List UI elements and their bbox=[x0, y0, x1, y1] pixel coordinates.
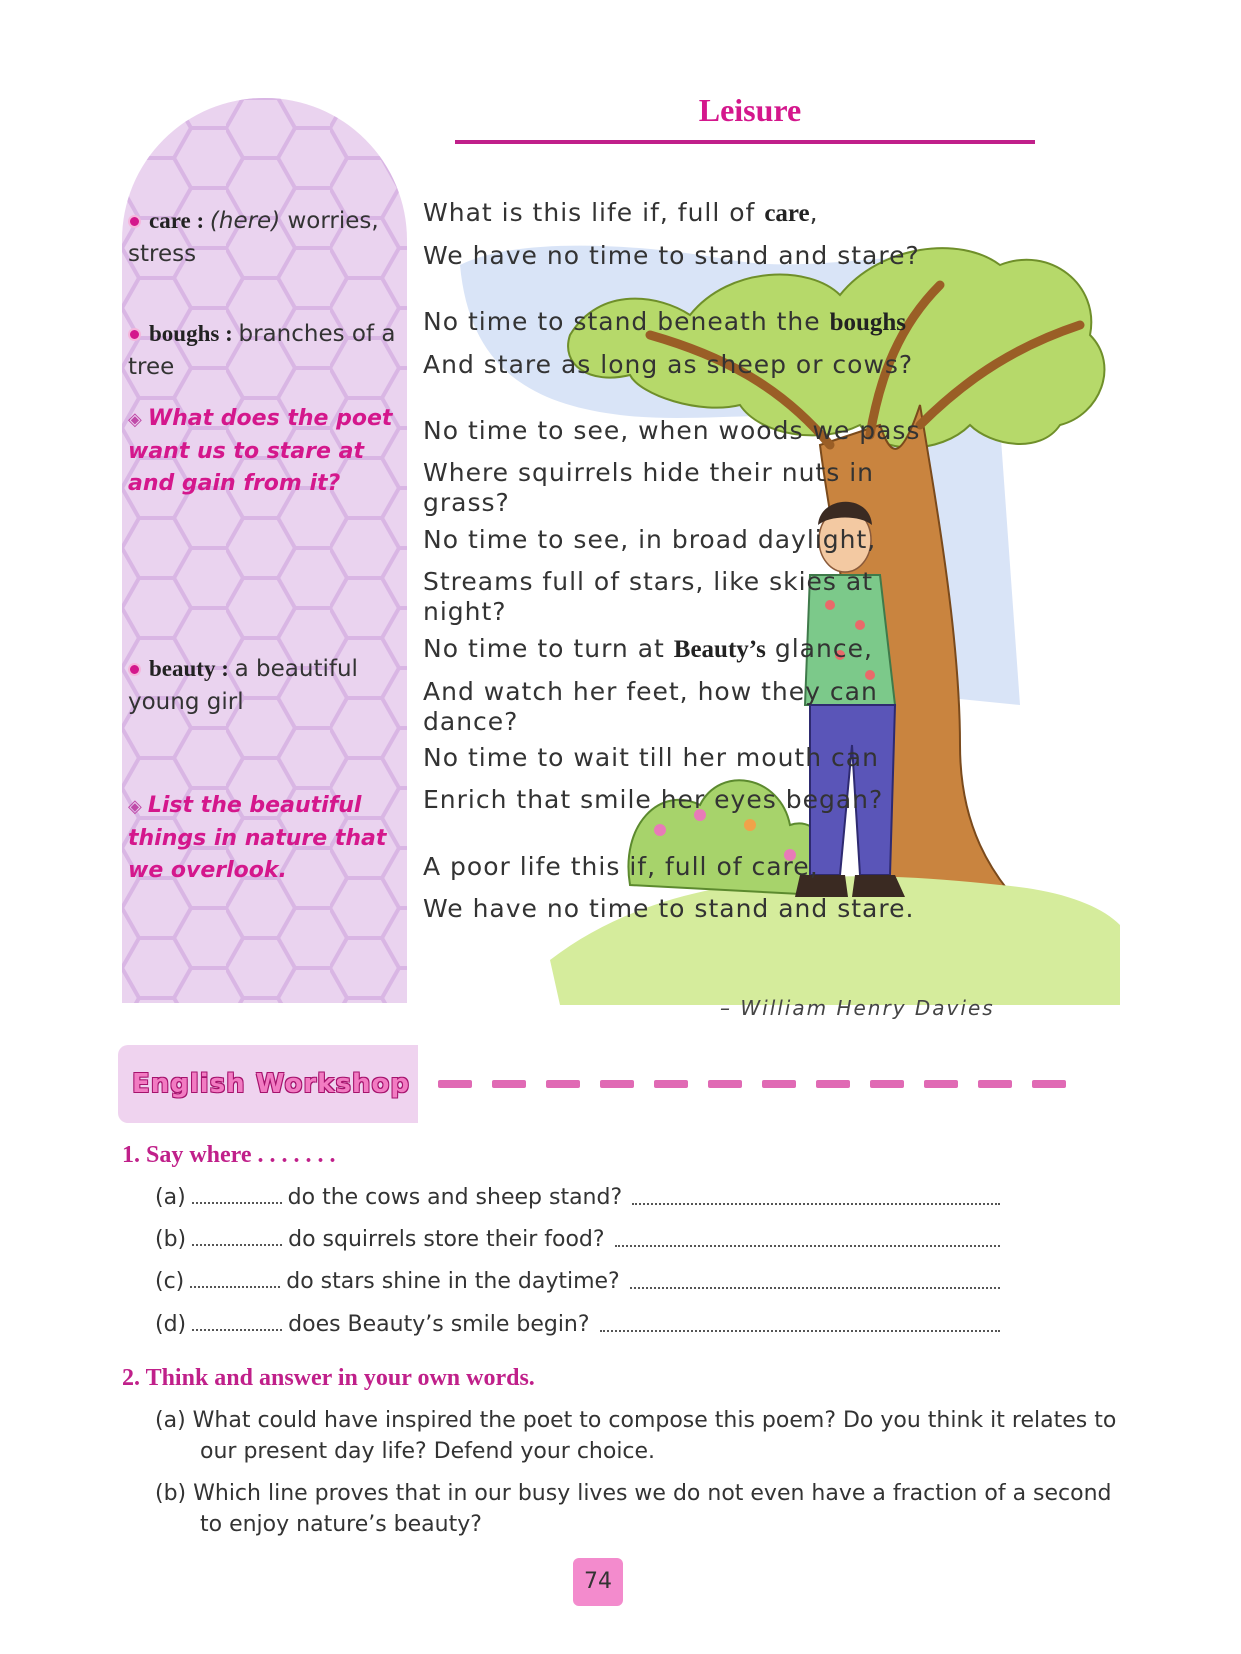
diamond-icon: ◈ bbox=[128, 409, 142, 430]
answer-blank[interactable] bbox=[192, 1202, 282, 1204]
page-title: Leisure bbox=[698, 92, 802, 128]
workshop-label: English Workshop bbox=[132, 1069, 410, 1099]
answer-blank[interactable] bbox=[192, 1329, 282, 1331]
answer-line[interactable] bbox=[630, 1287, 1000, 1289]
exercise-2-heading: 2. Think and answer in your own words. bbox=[122, 1365, 535, 1391]
glossary-care: care : (here) worries, stress bbox=[128, 208, 379, 267]
glossary-boughs: boughs : branches of a tree bbox=[128, 321, 396, 380]
bullet-icon bbox=[128, 215, 141, 228]
stanza-3: No time to see, when woods we pass Where squirrels hide their nuts in grass? bbox=[423, 416, 921, 517]
exercise-1-item-a: (a) do the cows and sheep stand? bbox=[155, 1183, 1005, 1213]
exercise-1-heading: 1. Say where . . . . . . . bbox=[122, 1142, 336, 1168]
exercise-2-item-a: (a) What could have inspired the poet to compose this poem? Do you think it relates to our present day life? Defend your choice. bbox=[155, 1408, 1117, 1464]
answer-blank[interactable] bbox=[190, 1286, 280, 1288]
bullet-icon bbox=[128, 663, 141, 676]
poem-author: – William Henry Davies bbox=[720, 996, 995, 1020]
stanza-5: No time to turn at Beauty’s glance, And watch her feet, how they can dance? bbox=[423, 634, 878, 736]
stanza-1: What is this life if, full of care, We have no time to stand and stare? bbox=[423, 198, 920, 270]
stanza-6: No time to wait till her mouth can Enrich that smile her eyes began? bbox=[423, 743, 884, 814]
dashed-divider bbox=[438, 1078, 1078, 1090]
answer-line[interactable] bbox=[615, 1245, 1000, 1247]
exercise-1-item-d: (d) does Beauty’s smile begin? bbox=[155, 1310, 1005, 1340]
exercise-1-item-c: (c) do stars shine in the daytime? bbox=[155, 1267, 1005, 1297]
margin-question-1: ◈ What does the poet want us to stare at and gain from it? bbox=[128, 406, 393, 496]
title-underline bbox=[455, 140, 1035, 144]
diamond-icon: ◈ bbox=[128, 796, 142, 817]
answer-line[interactable] bbox=[600, 1330, 1000, 1332]
answer-line[interactable] bbox=[632, 1203, 1000, 1205]
bullet-icon bbox=[128, 328, 141, 341]
stanza-7: A poor life this if, full of care, We have no time to stand and stare. bbox=[423, 852, 915, 923]
glossary-beauty: beauty : a beautiful young girl bbox=[128, 656, 358, 715]
margin-question-2: ◈ List the beautiful things in nature that we overlook. bbox=[128, 793, 387, 883]
answer-blank[interactable] bbox=[192, 1244, 282, 1246]
stanza-2: No time to stand beneath the boughs And stare as long as sheep or cows? bbox=[423, 307, 914, 379]
exercise-1-item-b: (b) do squirrels store their food? bbox=[155, 1225, 1005, 1255]
stanza-4: No time to see, in broad daylight, Streams full of stars, like skies at night? bbox=[423, 525, 877, 626]
exercise-2-item-b: (b) Which line proves that in our busy lives we do not even have a fraction of a second to enjoy nature’s beauty? bbox=[155, 1481, 1112, 1537]
page-number: 74 bbox=[573, 1558, 623, 1606]
